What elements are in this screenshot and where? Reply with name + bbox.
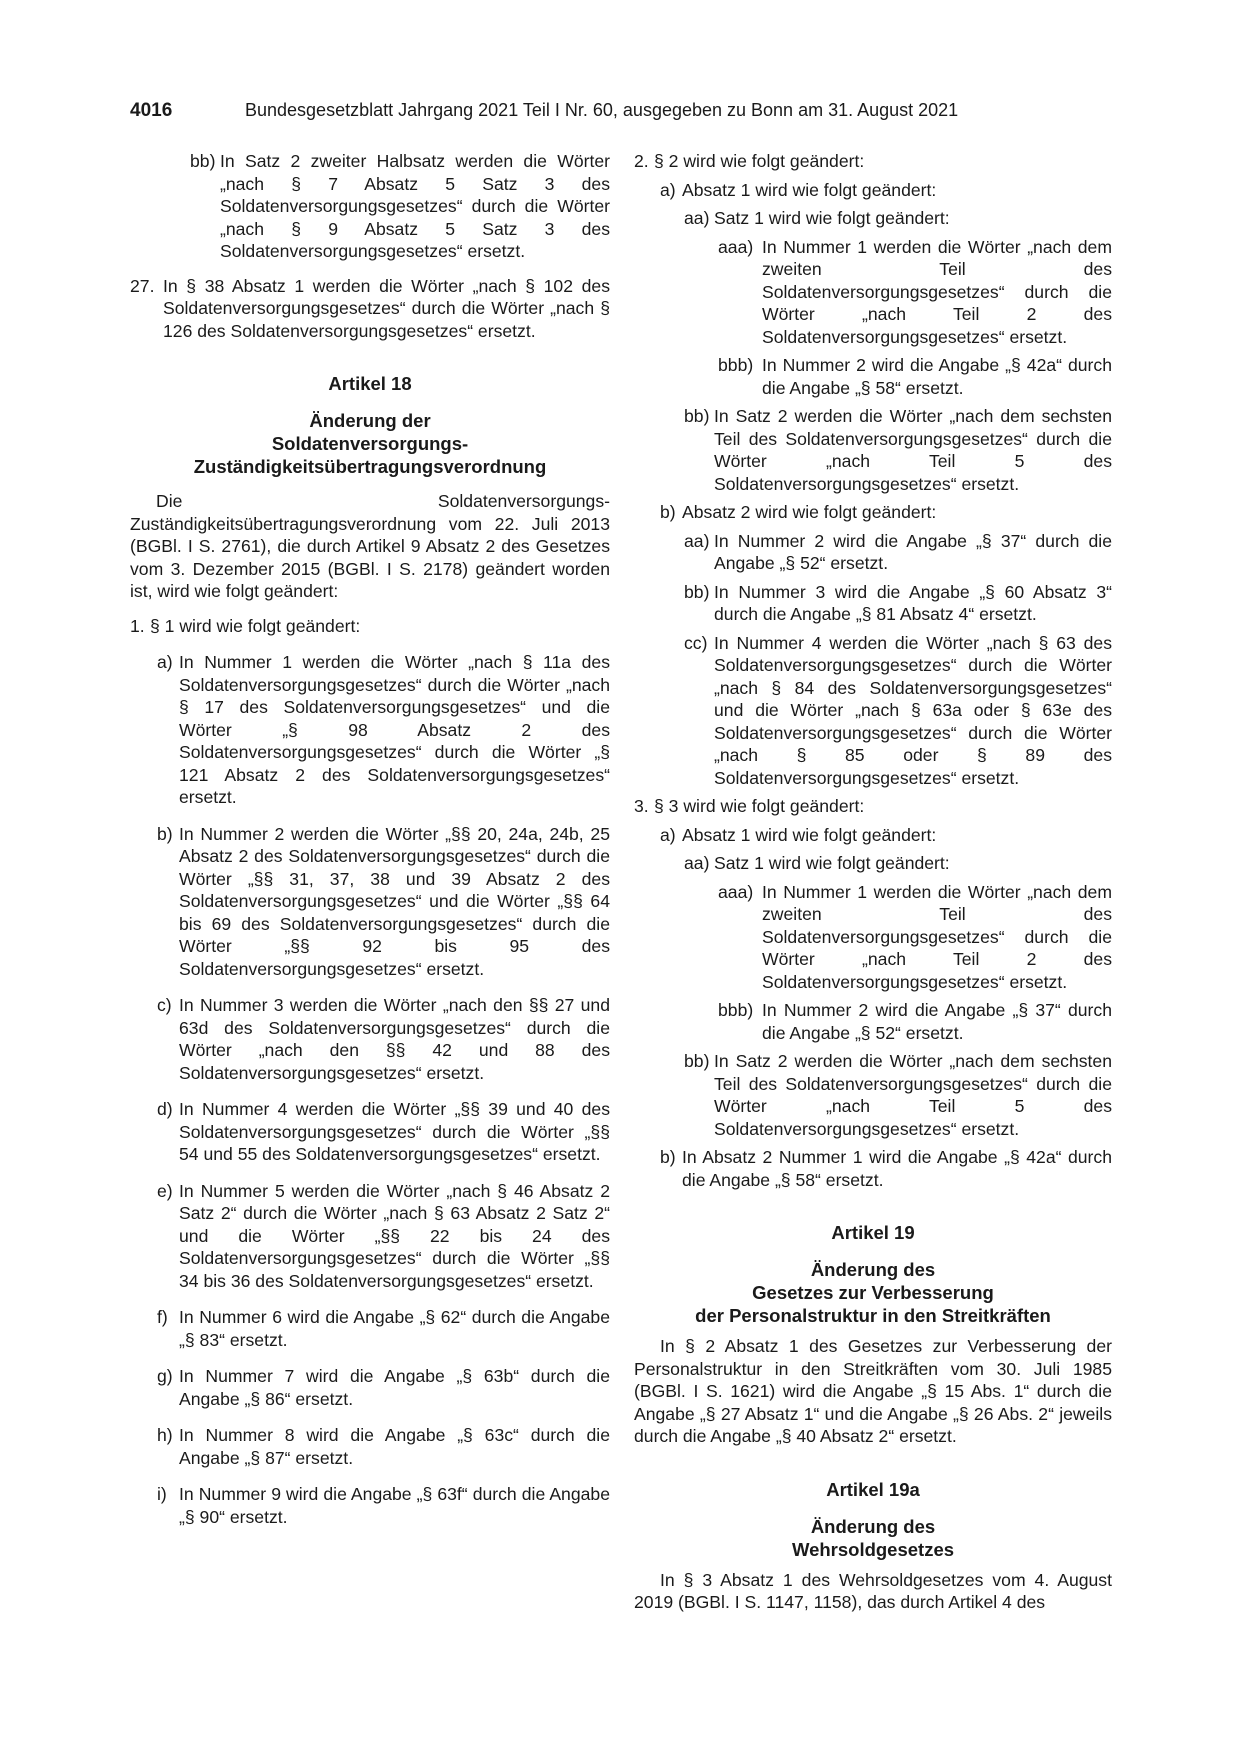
article-title-line: Änderung der [309, 410, 431, 431]
item-text: Absatz 1 wird wie folgt geändert: [682, 179, 937, 200]
list-item [634, 405, 1112, 495]
list-item [634, 632, 1112, 790]
item-label: c) [157, 995, 172, 1015]
article-title-line: Wehrsoldgesetzes [791, 1538, 955, 1560]
list-item [634, 530, 1112, 575]
item-label: 1. [130, 615, 145, 636]
article-title-line: Gesetzes zur Verbesserung [752, 1282, 994, 1303]
list-item [634, 999, 1112, 1044]
item-label: 2. [634, 151, 649, 171]
article-text: In § 2 Absatz 1 des Gesetzes zur Verbesserung der Personalstruktur in den Streitkräften vom 30. Juli 1985 (BGBl. I S. 1621) wird die Angabe „§ 15 Abs. 1“ durch die Angabe „§ 27 Absatz 1“ und die Angabe „§ 26 Abs. 2“ jeweils durch die Angabe „§ 40 Absatz 2“ ersetzt. [634, 1336, 1112, 1446]
item-text: In Nummer 9 wird die Angabe „§ 63f“ durch die Angabe „§ 90“ ersetzt. [179, 1484, 610, 1527]
article-title-line: Änderung des [810, 1515, 936, 1537]
article-title [634, 1515, 1112, 1561]
item-label: 27. [130, 275, 155, 296]
list-item [130, 823, 610, 981]
right-column [634, 150, 1112, 1614]
article-intro: Die Soldatenversorgungs-Zuständigkeitsübertragungsverordnung vom 22. Juli 2013 (BGBl. I S. 2761), die durch Artikel 9 Absatz 2 des Gesetzes vom 3. Dezember 2015 (BGBl. I S. 2178) geändert worden ist, wird wie folgt geändert: [130, 491, 610, 601]
list-item [634, 852, 1112, 875]
list-item [130, 1306, 610, 1351]
item-label: h) [157, 1425, 173, 1445]
item-label: d) [157, 1099, 173, 1119]
list-item [130, 615, 610, 638]
list-item [634, 824, 1112, 847]
article-title-line: Zuständigkeitsübertragungsverordnung [193, 456, 547, 477]
list-item [130, 651, 610, 809]
list-item [634, 881, 1112, 994]
item-text: § 2 wird wie folgt geändert: [654, 151, 865, 171]
list-item [130, 1180, 610, 1293]
item-label: bbb) [718, 355, 754, 375]
item-text: In Nummer 5 werden die Wörter „nach § 46 Absatz 2 Satz 2“ durch die Wörter „nach § 63 Absatz 2 Satz 2“ und die Wörter „§§ 22 bis 24 des Soldatenversorgungsgesetzes“ durch die Wörter „§§ 34 bis 36 des Soldatenversorgungsgesetzes“ ersetzt. [179, 1180, 610, 1291]
list-item [130, 1098, 610, 1166]
item-label: aa) [684, 530, 710, 551]
list-item [130, 150, 610, 263]
article-heading: Artikel 19 [831, 1222, 915, 1243]
list-item [130, 994, 610, 1084]
list-item [634, 150, 1112, 173]
item-text: Absatz 1 wird wie folgt geändert: [682, 824, 937, 845]
item-label: bb) [190, 151, 216, 171]
item-label: 3. [634, 796, 649, 816]
page-header [130, 100, 1110, 130]
article-title [634, 1258, 1112, 1327]
item-text: In Nummer 7 wird die Angabe „§ 63b“ durch die Angabe „§ 86“ ersetzt. [179, 1366, 610, 1409]
item-label: a) [157, 652, 173, 672]
article-title-line: Soldatenversorgungs- [271, 433, 469, 454]
item-label: aa) [684, 853, 710, 873]
item-text: In Nummer 2 wird die Angabe „§ 37“ durch die Angabe „§ 52“ ersetzt. [762, 1000, 1112, 1043]
left-column [130, 150, 610, 1528]
item-text: In Nummer 1 werden die Wörter „nach dem zweiten Teil des Soldatenversorgungsgesetzes“ durch die Wörter „nach Teil 2 des Soldatenversorgungsgesetzes“ ersetzt. [762, 236, 1112, 347]
item-text: In Nummer 1 werden die Wörter „nach dem zweiten Teil des Soldatenversorgungsgesetzes“ durch die Wörter „nach Teil 2 des Soldatenversorgungsgesetzes“ ersetzt. [762, 881, 1112, 992]
item-text: In Nummer 2 wird die Angabe „§ 42a“ durch die Angabe „§ 58“ ersetzt. [762, 355, 1112, 398]
article-text: In § 3 Absatz 1 des Wehrsoldgesetzes vom 4. August 2019 (BGBl. I S. 1147, 1158), das durch Artikel 4 des [634, 1569, 1112, 1612]
item-text: In Nummer 8 wird die Angabe „§ 63c“ durch die Angabe „§ 87“ ersetzt. [179, 1425, 610, 1468]
item-label: bb) [684, 406, 710, 426]
item-text: § 1 wird wie folgt geändert: [150, 615, 361, 636]
list-item [634, 795, 1112, 818]
item-label: a) [660, 179, 676, 200]
item-label: f) [157, 1307, 168, 1327]
item-label: b) [660, 502, 676, 522]
article-heading: Artikel 19a [826, 1478, 920, 1500]
item-label: b) [157, 823, 173, 844]
list-item [634, 501, 1112, 524]
list-item [130, 1365, 610, 1410]
list-item [634, 1050, 1112, 1140]
item-label: cc) [684, 632, 708, 653]
item-text: § 3 wird wie folgt geändert: [654, 796, 865, 816]
item-text: In Nummer 6 wird die Angabe „§ 62“ durch die Angabe „§ 83“ ersetzt. [179, 1307, 610, 1350]
item-text: Satz 1 wird wie folgt geändert: [714, 853, 950, 873]
article-title-line: Änderung des [810, 1259, 936, 1280]
item-text: In § 38 Absatz 1 werden die Wörter „nach § 102 des Soldatenversorgungsgesetzes“ durch die Wörter „nach § 126 des Soldatenversorgungsgesetzes“ ersetzt. [163, 275, 610, 341]
item-text: In Nummer 4 werden die Wörter „§§ 39 und 40 des Soldatenversorgungsgesetzes“ durch die Wörter „§§ 54 und 55 des Soldatenversorgungsgesetzes“ ersetzt. [179, 1099, 610, 1164]
item-text: In Satz 2 werden die Wörter „nach dem sechsten Teil des Soldatenversorgungsgesetzes“ durch die Wörter „nach Teil 5 des Soldatenversorgungsgesetzes“ ersetzt. [714, 406, 1112, 494]
item-label: i) [157, 1484, 167, 1504]
item-text: In Nummer 2 wird die Angabe „§ 37“ durch die Angabe „§ 52“ ersetzt. [714, 530, 1112, 573]
item-label: aaa) [718, 881, 754, 902]
item-label: bbb) [718, 1000, 754, 1020]
subitem-list [130, 651, 610, 1528]
item-text: In Nummer 3 wird die Angabe „§ 60 Absatz 3“ durch die Angabe „§ 81 Absatz 4“ ersetzt. [714, 581, 1112, 624]
item-text: In Absatz 2 Nummer 1 wird die Angabe „§ 42a“ durch die Angabe „§ 58“ ersetzt. [682, 1147, 1112, 1190]
item-text: In Nummer 4 werden die Wörter „nach § 63 des Soldatenversorgungsgesetzes“ durch die Wörter „nach § 84 des Soldatenversorgungsgesetzes“ und die Wörter „nach § 63a oder § 63e des Soldatenversorgungsgesetzes“ durch die Wörter „nach § 85 oder § 89 des Soldatenversorgungsgesetzes“ ersetzt. [714, 632, 1112, 788]
item-label: bb) [684, 581, 710, 602]
list-item [634, 1146, 1112, 1191]
article-heading: Artikel 18 [328, 373, 412, 394]
item-label: e) [157, 1180, 173, 1201]
item-text: In Satz 2 werden die Wörter „nach dem sechsten Teil des Soldatenversorgungsgesetzes“ durch die Wörter „nach Teil 5 des Soldatenversorgungsgesetzes“ ersetzt. [714, 1051, 1112, 1139]
page-number: 4016 [130, 100, 173, 121]
item-label: aaa) [718, 236, 754, 257]
item-text: In Satz 2 zweiter Halbsatz werden die Wörter „nach § 7 Absatz 5 Satz 3 des Soldatenversorgungsgesetzes“ durch die Wörter „nach § 9 Absatz 5 Satz 3 des Soldatenversorgungsgesetzes“ ersetzt. [220, 151, 610, 261]
item-text: Satz 1 wird wie folgt geändert: [714, 208, 950, 228]
article-title [130, 409, 610, 478]
item-label: aa) [684, 208, 710, 228]
list-item [634, 354, 1112, 399]
item-text: In Nummer 1 werden die Wörter „nach § 11a des Soldatenversorgungsgesetzes“ durch die Wörter „nach § 17 des Soldatenversorgungsgesetzes“ und die Wörter „§ 98 Absatz 2 des Soldatenversorgungsgesetzes“ durch die Wörter „§ 121 Absatz 2 des Soldatenversorgungsgesetzes“ ersetzt. [179, 652, 610, 807]
item-label: b) [660, 1147, 676, 1167]
item-label: a) [660, 824, 676, 845]
item-text: Absatz 2 wird wie folgt geändert: [682, 502, 937, 522]
item-label: bb) [684, 1051, 710, 1071]
list-item [634, 236, 1112, 349]
list-item [130, 275, 610, 343]
item-text: In Nummer 2 werden die Wörter „§§ 20, 24a, 24b, 25 Absatz 2 des Soldatenversorgungsgesetzes“ durch die Wörter „§§ 31, 37, 38 und 39 Absatz 2 des Soldatenversorgungsgesetzes“ und die Wörter „§§ 64 bis 69 des Soldatenversorgungsgesetzes“ durch die Wörter „§§ 92 bis 95 des Soldatenversorgungsgesetzes“ ersetzt. [179, 823, 610, 979]
list-item [634, 179, 1112, 202]
running-title: Bundesgesetzblatt Jahrgang 2021 Teil I Nr. 60, ausgegeben zu Bonn am 31. August 2021 [245, 100, 959, 120]
list-item [130, 1483, 610, 1528]
item-label: g) [157, 1366, 173, 1386]
list-item [130, 1424, 610, 1469]
item-text: In Nummer 3 werden die Wörter „nach den §§ 27 und 63d des Soldatenversorgungsgesetzes“ durch die Wörter „nach den §§ 42 und 88 des Soldatenversorgungsgesetzes“ ersetzt. [179, 995, 610, 1083]
article-title-line: der Personalstruktur in den Streitkräften [695, 1305, 1051, 1326]
list-item [634, 207, 1112, 230]
list-item [634, 581, 1112, 626]
